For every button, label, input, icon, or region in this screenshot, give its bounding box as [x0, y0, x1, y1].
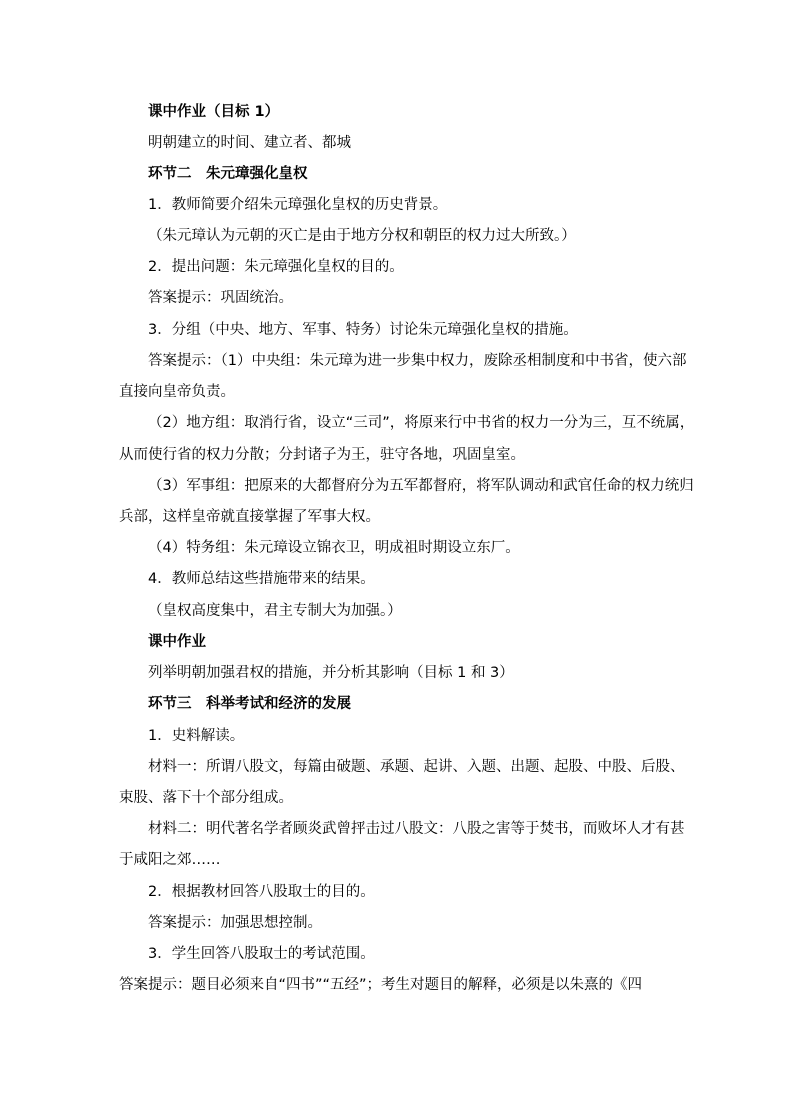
- section-heading: 环节二 朱元璋强化皇权: [148, 166, 308, 182]
- paragraph-line: 兵部，这样皇帝就直接掌握了军事大权。: [119, 509, 380, 525]
- paragraph-line: 答案提示：题目必须来自“四书”“五经”；考生对题目的解释，必须是以朱熹的《四: [119, 977, 643, 993]
- paragraph-line: 直接向皇帝负责。: [119, 384, 235, 400]
- paragraph-line: 答案提示：（1）中央组：朱元璋为进一步集中权力，废除丞相制度和中书省，使六部: [148, 353, 687, 369]
- paragraph-line: 于咸阳之郊……: [119, 852, 221, 868]
- paragraph-line: 2．根据教材回答八股取士的目的。: [148, 884, 375, 900]
- paragraph-line: 明朝建立的时间、建立者、都城: [148, 135, 351, 151]
- paragraph-line: 束股、落下十个部分组成。: [119, 790, 293, 806]
- paragraph-line: 答案提示：加强思想控制。: [148, 915, 322, 931]
- paragraph-line: （皇权高度集中，君主专制大为加强。）: [148, 603, 402, 619]
- paragraph-line: 列举明朝加强君权的措施，并分析其影响（目标 1 和 3）: [148, 665, 514, 681]
- paragraph-line: 材料一：所谓八股文，每篇由破题、承题、起讲、入题、出题、起股、中股、后股、: [148, 759, 685, 775]
- paragraph-line: 1．史料解读。: [148, 728, 245, 744]
- paragraph-line: 材料二：明代著名学者顾炎武曾抨击过八股文：八股之害等于焚书，而败坏人才有甚: [148, 821, 685, 837]
- paragraph-line: 从而使行省的权力分散；分封诸子为王，驻守各地，巩固皇室。: [119, 447, 525, 463]
- section-heading: 环节三 科举考试和经济的发展: [148, 696, 351, 712]
- paragraph-line: 2．提出问题：朱元璋强化皇权的目的。: [148, 259, 404, 275]
- paragraph-line: 4．教师总结这些措施带来的结果。: [148, 571, 375, 587]
- paragraph-line: 答案提示：巩固统治。: [148, 290, 293, 306]
- paragraph-line: （3）军事组：把原来的大都督府分为五军都督府，将军队调动和武官任命的权力统归: [148, 478, 694, 494]
- paragraph-line: 3．分组（中央、地方、军事、特务）讨论朱元璋强化皇权的措施。: [148, 322, 578, 338]
- paragraph-line: （4）特务组：朱元璋设立锦衣卫，明成祖时期设立东厂。: [148, 540, 520, 556]
- paragraph-line: 3．学生回答八股取士的考试范围。: [148, 946, 375, 962]
- section-heading: 课中作业: [148, 634, 206, 650]
- paragraph-line: （朱元璋认为元朝的灭亡是由于地方分权和朝臣的权力过大所致。）: [148, 228, 576, 244]
- paragraph-line: 1．教师简要介绍朱元璋强化皇权的历史背景。: [148, 197, 448, 213]
- paragraph-line: （2）地方组：取消行省，设立“三司”，将原来行中书省的权力一分为三，互不统属，: [148, 415, 695, 431]
- section-heading: 课中作业（目标 1）: [148, 104, 280, 120]
